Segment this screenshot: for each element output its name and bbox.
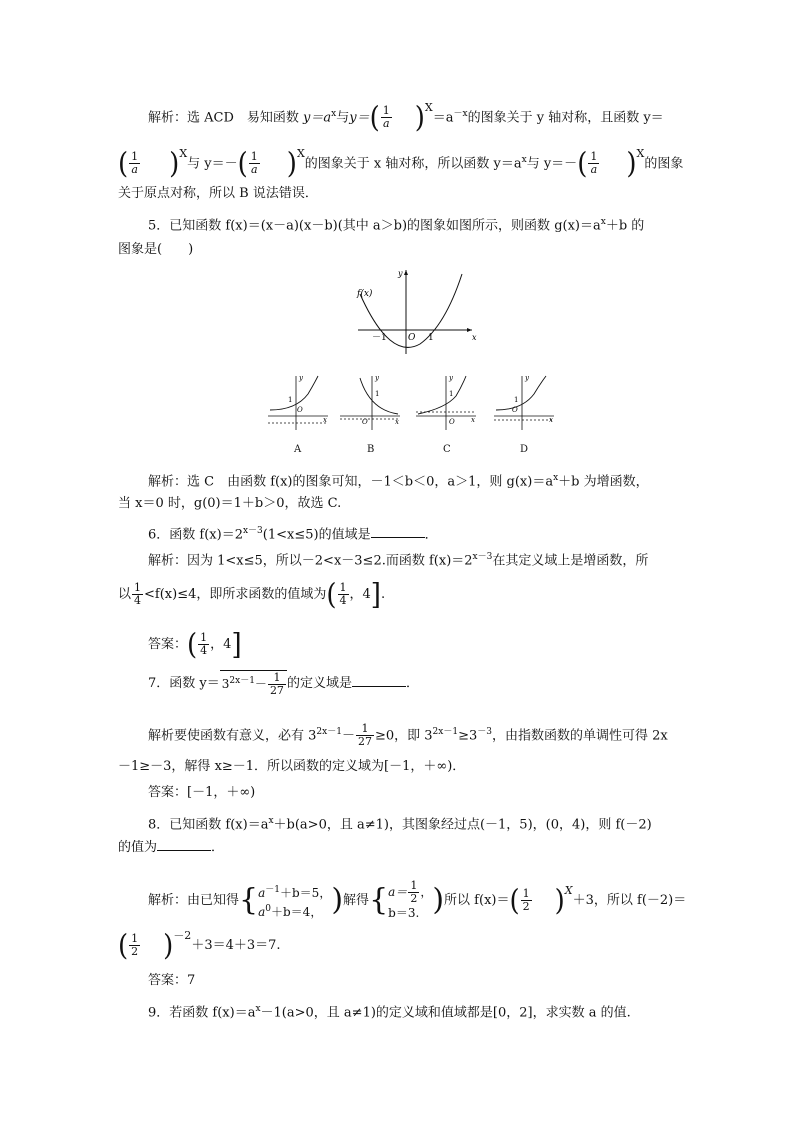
option-d-graph bbox=[494, 374, 556, 432]
q4-analysis-line-3: 关于原点对称，所以 B 说法错误． bbox=[118, 186, 318, 201]
q9-stem-tail: －1(a>0，且 a≠1)的定义域和值域都是[0，2]，求实数 a 的值. bbox=[260, 1005, 631, 1021]
q7-stem: 7．函数 $y= 3^{2x-1}-$ $\frac{1}{27}$ 的定义域是 ． bbox=[148, 671, 419, 697]
q5-answer-line-2: 当 x＝0 时，g(0)＝1＋b＞0，故选 C. bbox=[118, 496, 342, 511]
q8-answer-line-1: 解析：由已知得{$a^{-1}+b=5$， $a^0+b=4$， )解得{a＝ $\frac{1}{2}$ ， b＝3. )所以 f(x)＝( $\frac{1}{2}$ )$^X$＋3，所以 f(－2)＝ bbox=[148, 879, 687, 920]
q8-answer-line-2: ( $\frac{1}{2}$ )$^{-2}$＋3＝4＋3＝7. bbox=[118, 929, 281, 962]
svg-text:O: O bbox=[297, 406, 303, 414]
q7-answer: 答案：[－1，＋∞) bbox=[148, 785, 256, 800]
option-c-graph bbox=[416, 374, 478, 432]
q4-l2-mid1: 与 y＝－ bbox=[187, 156, 238, 172]
q7-ans1-tail2: ≥3 bbox=[458, 728, 478, 744]
left-paren: ( bbox=[369, 101, 380, 135]
q8-ans-pre: 解析：由已知得 bbox=[148, 893, 240, 908]
q4-l2-tail: 的图象 bbox=[644, 156, 684, 172]
svg-text:y: y bbox=[449, 374, 453, 382]
q7-stem-tail: 的定义域是 bbox=[286, 676, 352, 691]
q4-l2-mid2: 的图象关于 x 轴对称，所以函数 y＝a bbox=[304, 156, 522, 172]
q4-eq1: y＝a bbox=[303, 110, 332, 126]
q7-answer-line-2: －1≥－3，解得 x≥－1．所以函数的定义域为[－1，＋∞)． bbox=[118, 759, 466, 774]
option-b-graph bbox=[340, 374, 402, 432]
svg-text:1: 1 bbox=[449, 390, 454, 398]
option-a-label: A bbox=[294, 444, 302, 455]
q4-after: ＝a bbox=[432, 110, 454, 126]
q4-prefix: 解析：选 ACD 易知函数 bbox=[148, 110, 304, 126]
q6-stem-text: 6．函数 f(x)＝2 bbox=[148, 527, 243, 543]
fraction-1-over-a: $\frac{1}{a}$ bbox=[250, 150, 258, 177]
origin-label: O bbox=[408, 333, 416, 343]
q9-stem-text: 9．若函数 f(x)＝a bbox=[148, 1005, 256, 1021]
q4-l2-mid3: 与 y＝－ bbox=[526, 156, 578, 172]
q6-int-right: ，4 bbox=[349, 587, 371, 602]
function-graph-fx bbox=[350, 266, 480, 356]
q8-stem-line-1: 8．已知函数 $f(x)=a^x+b(a>0$，且 a≠1)，其图象经过点(－1，5)，(0，4)，则 f(－2) bbox=[148, 816, 652, 833]
q5-stem-line-1: 5．已知函数 f(x)＝(x－a)(x－b)(其中 a＞b)的图象如图所示，则函数 $g(x)=a^x+b$ 的 bbox=[148, 217, 645, 234]
q8-stem1-tail: ＋b(a>0，且 a≠1)，其图象经过点(－1，5)，(0，4)，则 f(－2) bbox=[273, 817, 652, 833]
answer-blank bbox=[157, 838, 211, 851]
answer-blank bbox=[371, 525, 425, 538]
svg-text:1: 1 bbox=[514, 396, 519, 404]
q6-ans1-tail: 在其定义域上是增函数，所 bbox=[492, 553, 649, 569]
q8-stem-line-2: 的值为 ． bbox=[118, 840, 225, 855]
right-paren: ) bbox=[414, 101, 425, 135]
svg-text:O: O bbox=[449, 418, 455, 426]
q6-ans2-pre: 以 bbox=[118, 587, 132, 602]
svg-text:y: y bbox=[375, 374, 379, 382]
q8-plus3: ＋3，所以 f(－2)＝ bbox=[572, 893, 687, 908]
q7-stem-pre: 7．函数 y＝ bbox=[148, 676, 220, 691]
q7-answer-line-1: 解析要使函数有意义，必有 $3^{2x-1}-$ $\frac{1}{27}$ ≥0，即 $3^{2x-1}\ge 3^{-3}$，由指数函数的单调性可得 2x bbox=[148, 722, 668, 749]
q4-eq2: y＝ bbox=[349, 110, 370, 126]
q7-ans1-tail: ≥0，即 3 bbox=[374, 728, 433, 744]
fraction-1-over-a: $\frac{1}{a}$ bbox=[382, 104, 390, 131]
q7-ans1-mid: － bbox=[341, 728, 355, 744]
fraction-1-over-a: $\frac{1}{a}$ bbox=[590, 150, 598, 177]
q6-ans2-mid: <f(x)≤4，即所求函数的值域为 bbox=[144, 587, 327, 602]
tick-minus-1: －1 bbox=[372, 333, 387, 343]
svg-text:x: x bbox=[471, 416, 475, 424]
fraction-1-4: $\frac{1}{4}$ bbox=[339, 581, 347, 607]
fraction-1-over-a: $\frac{1}{a}$ bbox=[131, 150, 139, 177]
q4-analysis-line-2: ( $\frac{1}{a}$ )$^X$与 y＝－( $\frac{1}{a}$ )$^X$的图象关于 x 轴对称，所以函数 $y=a^x$与 y＝－( $\frac{1}{a}$ )$^X$的图象 bbox=[118, 147, 684, 181]
svg-text:x: x bbox=[395, 418, 399, 426]
svg-text:O: O bbox=[512, 406, 518, 414]
q8-line2: ＋3＝4＋3＝7. bbox=[191, 938, 281, 953]
svg-text:y: y bbox=[525, 374, 529, 382]
q7-ans1-tail3: ，由指数函数的单调性可得 2x bbox=[491, 728, 668, 744]
option-a-graph bbox=[268, 374, 330, 432]
q8-solve: 解得 bbox=[343, 893, 370, 908]
q5-ans1: 解析：选 C 由函数 f(x)的图象可知，－1＜b＜0，a＞1，则 g(x)＝a bbox=[148, 474, 554, 490]
answer-blank bbox=[352, 674, 406, 687]
svg-text:1: 1 bbox=[288, 396, 293, 404]
fx-label: f(x) bbox=[357, 289, 373, 299]
svg-text:O: O bbox=[362, 418, 368, 426]
svg-text:x: x bbox=[549, 416, 553, 424]
q6-ans1-exp: x－3 bbox=[472, 552, 493, 562]
q6-stem-tail: (1<x≤5)的值域是 bbox=[262, 527, 371, 543]
equation-system: $a^{-1}+b=5$， $a^0+b=4$， bbox=[258, 884, 332, 919]
x-axis-label: x bbox=[472, 333, 477, 342]
q6-stem: 6．函数 $f(x)=2^{x-3}(1<x\le 5)$的值域是 ． bbox=[148, 526, 438, 543]
q7-ans1-exp: 2x－1 bbox=[316, 727, 342, 737]
fraction-1-4: $\frac{1}{4}$ bbox=[134, 581, 142, 607]
tick-1: 1 bbox=[428, 333, 434, 343]
q8-stem1: 8．已知函数 f(x)＝a bbox=[148, 817, 269, 833]
q6-ans1: 解析：因为 1<x≤5，所以－2<x－3≤2.而函数 f(x)＝2 bbox=[148, 553, 473, 569]
y-axis-label: y bbox=[398, 269, 403, 278]
svg-text:x: x bbox=[323, 416, 327, 424]
q8-so: 所以 f(x)＝ bbox=[444, 893, 510, 908]
q8-stem2: 的值为 bbox=[118, 840, 158, 855]
radical-expression: $3^{2x-1}-$ $\frac{1}{27}$ bbox=[220, 670, 287, 697]
q6-answer-line-2: 以 $\frac{1}{4}$ <f(x)≤4，即所求函数的值域为( $\frac{1}{4}$ ，4]. bbox=[118, 578, 386, 611]
svg-text:y: y bbox=[299, 374, 303, 382]
q6-answer-int-right: ，4 bbox=[210, 637, 232, 652]
fraction-1-4: $\frac{1}{4}$ bbox=[200, 631, 208, 657]
q6-answer-label: 答案： bbox=[148, 637, 188, 652]
q4-mid: 与 bbox=[336, 110, 350, 126]
q4-tail: 的图象关于 y 轴对称，且函数 y＝ bbox=[467, 110, 664, 126]
q6-answer: 答案：( $\frac{1}{4}$ ，4] bbox=[148, 628, 242, 661]
q5-stem1: 5．已知函数 f(x)＝(x－a)(x－b)(其中 a＞b)的图象如图所示，则函数 g(x)＝a bbox=[148, 218, 601, 234]
q5-answer-line-1: 解析：选 C 由函数 f(x)的图象可知，－1＜b＜0，a＞1，则 $g(x)=a^x+b$ 为增函数， bbox=[148, 473, 649, 490]
q4-analysis-line-1: 解析：选 ACD 易知函数 $y=a^x$与y＝( $\frac{1}{a}$ )$^X=a^{-x}$的图象关于 y 轴对称，且函数 y＝ bbox=[148, 101, 664, 135]
solution-system: a＝ $\frac{1}{2}$ ， b＝3. bbox=[388, 879, 433, 920]
q7-ans1: 解析要使函数有意义，必有 3 bbox=[148, 728, 317, 744]
option-d-label: D bbox=[520, 444, 529, 455]
q8-answer: 答案：7 bbox=[148, 973, 196, 988]
q5-stem1-tail: ＋b 的 bbox=[605, 218, 645, 234]
svg-text:1: 1 bbox=[375, 390, 380, 398]
q9-stem: 9．若函数 $f(x)=a^x-1(a>0$，且 a≠1)的定义域和值域都是[0，2]，求实数 a 的值. bbox=[148, 1004, 631, 1021]
q6-stem-exp: x－3 bbox=[242, 526, 263, 536]
q5-ans1-tail: ＋b 为增函数， bbox=[558, 474, 649, 490]
q6-answer-line-1 bbox=[148, 547, 648, 571]
q5-stem-line-2: 图象是( ) bbox=[118, 242, 194, 257]
option-b-label: B bbox=[367, 444, 375, 455]
option-c-label: C bbox=[443, 444, 451, 455]
